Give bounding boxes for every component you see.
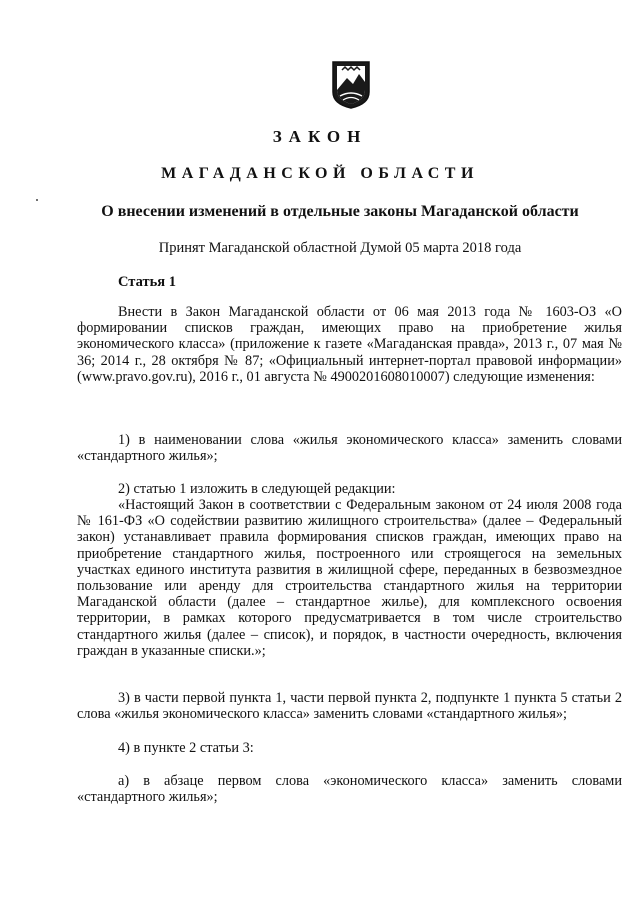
region-title: МАГАДАНСКОЙ ОБЛАСТИ <box>161 165 479 182</box>
article-paragraph: Внести в Закон Магаданской области от 06 мая 2013 года № 1603-ОЗ «О формировании списков граждан, имеющих право на приобретение жилья экономического класса» (приложение к газете «Магаданская правда», 2013 г., 07 мая № 36; 2014 г., 28 октября № 87; «Официальный интернет-портал правовой информации» (www.pravo.gov.ru), 2016 г., 01 августа № 4900201608010007) следующие изменения: <box>77 304 622 385</box>
article-heading: Статья 1 <box>118 274 176 290</box>
law-subject: О внесении изменений в отдельные законы Магаданской области <box>101 203 579 220</box>
article-paragraph: а) в абзаце первом слова «экономического класса» заменить словами «стандартного жилья»; <box>77 773 622 806</box>
article-paragraph: 1) в наименовании слова «жилья экономического класса» заменить словами «стандартного жилья»; <box>77 432 622 465</box>
article-paragraph: «Настоящий Закон в соответствии с Федеральным законом от 24 июля 2008 года № 161-ФЗ «О содействии развитию жилищного строительства» (далее – Федеральный закон) устанавливает правила формирования списков граждан, имеющих право на приобретение стандартного жилья, построенного или строящегося на земельных участках единого института развития в жилищной сфере, переданных в безвозмездное пользование или аренду для строительства стандартного жилья на территории Магаданской области (далее – стандартное жилье), для комплексного освоения территории, в рамках которого предусматривается в том числе строительство стандартного жилья (далее – список), и порядок, в частности очередность, включения граждан в указанные списки.»; <box>77 497 622 659</box>
adoption-line: Принят Магаданской областной Думой 05 марта 2018 года <box>158 240 522 256</box>
article-paragraph: 4) в пункте 2 статьи 3: <box>118 740 254 756</box>
scan-speck <box>36 199 38 201</box>
article-paragraph: 3) в части первой пункта 1, части первой пункта 2, подпункте 1 пункта 5 статьи 2 слова «жилья экономического класса» заменить словами «стандартного жилья»; <box>77 690 622 723</box>
coat-of-arms-icon <box>331 60 371 110</box>
law-title: ЗАКОН <box>272 127 368 146</box>
article-paragraph: 2) статью 1 изложить в следующей редакции: <box>118 481 396 497</box>
